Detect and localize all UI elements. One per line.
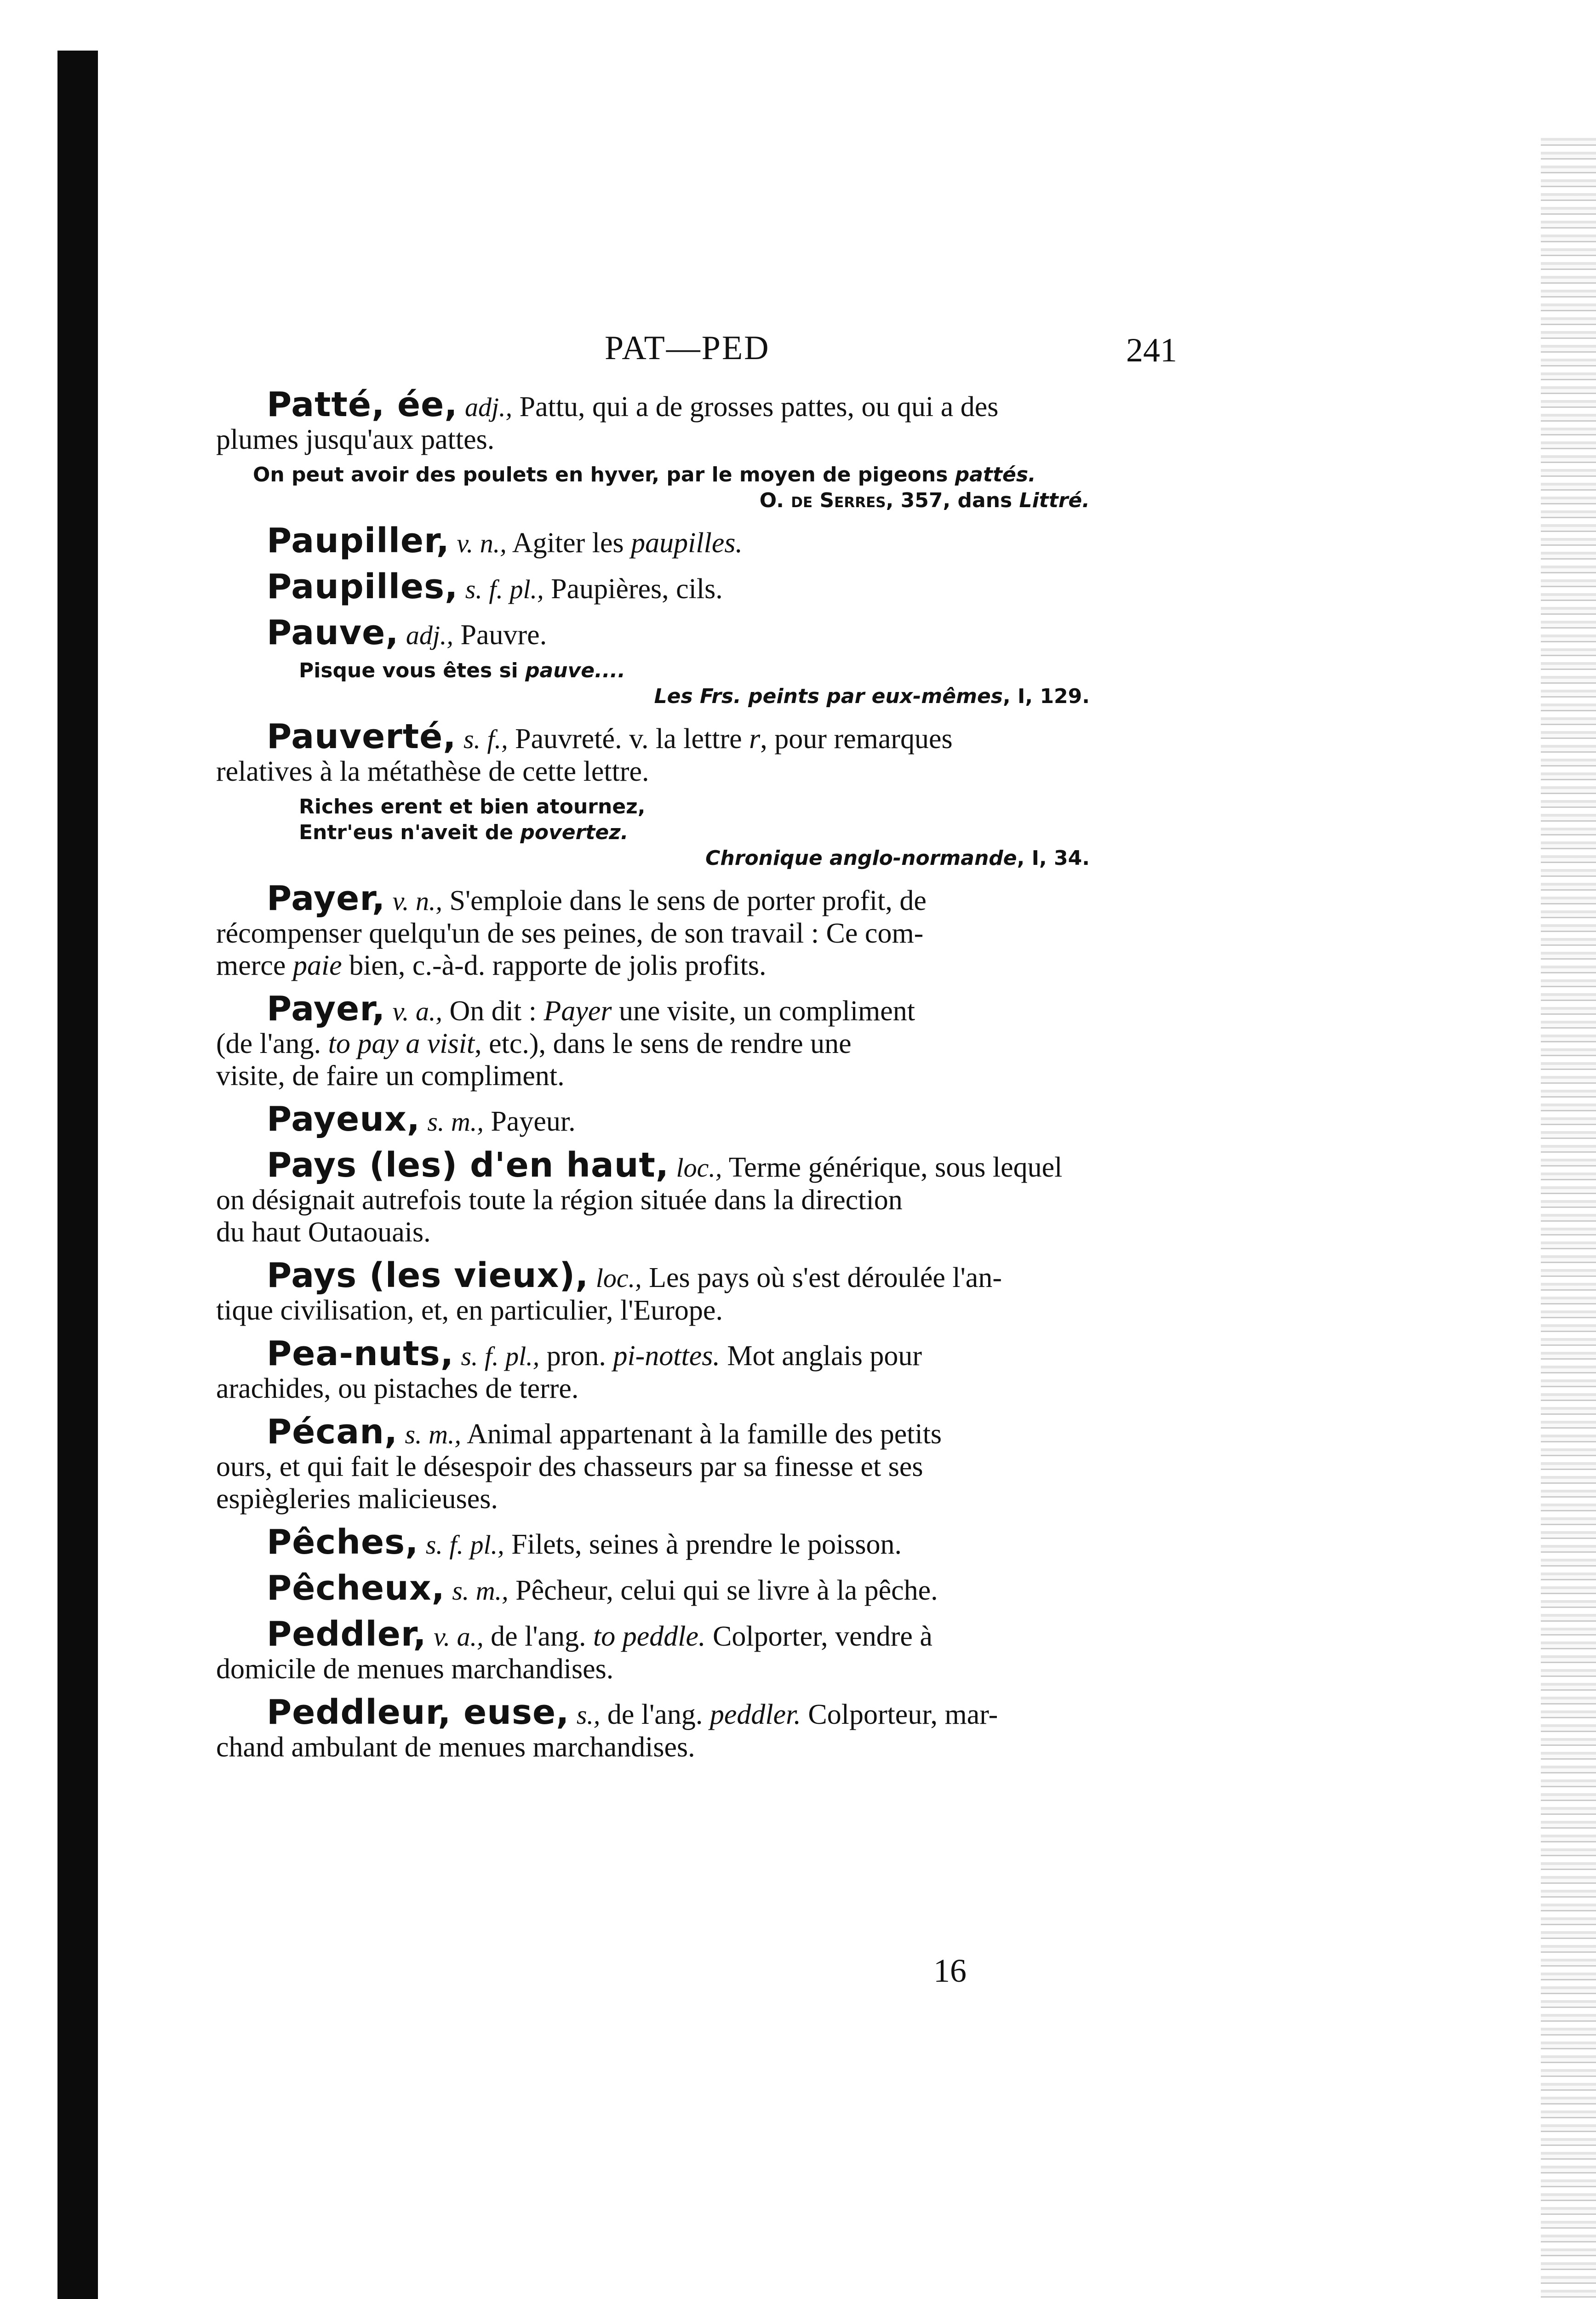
entry-peddleur: Peddleur, euse, s., de l'ang. peddler. Colporteur, mar- chand ambulant de menues marchandises. bbox=[216, 1696, 1154, 1763]
entry-pea-nuts: Pea-nuts, s. f. pl., pron. pi-nottes. Mot anglais pour arachides, ou pistaches de terre. bbox=[216, 1338, 1154, 1405]
grammar-label: loc., bbox=[676, 1153, 722, 1183]
headword: Payeux, bbox=[267, 1099, 420, 1139]
definition-continued: relatives à la métathèse de cette lettre. bbox=[216, 756, 649, 787]
definition-continued: espiègleries malicieuses. bbox=[216, 1483, 498, 1515]
page-number: 241 bbox=[1126, 332, 1177, 369]
headword: Peddleur, euse, bbox=[267, 1693, 570, 1732]
grammar-label: v. n., bbox=[392, 886, 443, 916]
grammar-label: s. m., bbox=[452, 1576, 509, 1606]
definition-continued: récompenser quelqu'un de ses peines, de son travail : Ce com- bbox=[216, 918, 924, 949]
grammar-label: v. a., bbox=[392, 996, 443, 1026]
grammar-label: s. m., bbox=[405, 1419, 461, 1449]
headword: Pays (les vieux), bbox=[267, 1256, 589, 1295]
definition-continued: on désignait autrefois toute la région située dans la direction bbox=[216, 1184, 903, 1216]
entry-pecheux bbox=[216, 1568, 1154, 1608]
citation: Riches erent et bien atournez, Entr'eus n'aveit de povertez. Chronique anglo-normande, I, 34. bbox=[299, 795, 1090, 870]
entry-pays-vieux bbox=[216, 1256, 1154, 1327]
entry-pauve bbox=[216, 613, 1154, 709]
grammar-label: s. f. pl., bbox=[425, 1530, 504, 1560]
grammar-label: loc., bbox=[595, 1263, 642, 1293]
citation: On peut avoir des poulets en hyver, par le moyen de pigeons pattés. O. de Serres, 357, dans Littré. bbox=[253, 463, 1090, 512]
definition: Pêcheur, celui qui se livre à la pêche. bbox=[515, 1575, 938, 1606]
entry-payer-va: Payer, v. a., On dit : Payer une visite, un compliment (de l'ang. to pay a visit, etc.), dans le sens de rendre une visite, de faire un compliment. bbox=[216, 993, 1154, 1092]
definition: Terme générique, sous lequel bbox=[728, 1152, 1063, 1183]
grammar-label: s. f., bbox=[463, 724, 508, 754]
definition-continued: du haut Outaouais. bbox=[216, 1217, 431, 1248]
definition: Pauvreté. v. la lettre bbox=[515, 723, 749, 755]
definition: de l'ang. bbox=[491, 1621, 594, 1652]
grammar-label: v. n., bbox=[457, 528, 507, 558]
entry-paupilles bbox=[216, 567, 1154, 606]
page-edge-shadow bbox=[1541, 138, 1596, 2299]
entry-payer-vn: Payer, v. n., S'emploie dans le sens de porter profit, de récompenser quelqu'un de ses peines, de son travail : Ce com- merce paie bien, c.-à-d. rapporte de jolis profits. bbox=[216, 882, 1154, 982]
definition: S'emploie dans le sens de porter profit, de bbox=[449, 885, 927, 916]
headword: Payer, bbox=[267, 879, 386, 918]
definition: Pattu, qui a de grosses pattes, ou qui a des bbox=[519, 391, 999, 423]
definition: Les pays où s'est déroulée l'an- bbox=[649, 1262, 1002, 1293]
definition: Pauvre. bbox=[460, 619, 547, 651]
definition: de l'ang. bbox=[607, 1699, 710, 1730]
headword: Paupilles, bbox=[267, 567, 458, 606]
running-head: PAT—PED bbox=[605, 329, 770, 367]
definition-continued: plumes jusqu'aux pattes. bbox=[216, 424, 495, 455]
citation: Pisque vous êtes si pauve.... Les Frs. peints par eux-mêmes, I, 129. bbox=[299, 659, 1090, 708]
definition: Payeur. bbox=[491, 1106, 576, 1137]
entry-peddler: Peddler, v. a., de l'ang. to peddle. Colporter, vendre à domicile de menues marchandises. bbox=[216, 1618, 1154, 1685]
definition-continued: domicile de menues marchandises. bbox=[216, 1653, 614, 1685]
definition-continued: arachides, ou pistaches de terre. bbox=[216, 1373, 579, 1404]
grammar-label: s., bbox=[576, 1700, 601, 1730]
headword: Pays (les) d'en haut, bbox=[267, 1145, 669, 1185]
dictionary-body bbox=[216, 385, 1154, 1774]
definition: Agiter les bbox=[512, 527, 631, 559]
grammar-label: s. m., bbox=[427, 1107, 484, 1137]
headword: Pauve, bbox=[267, 613, 399, 652]
headword: Pécan, bbox=[267, 1412, 398, 1452]
definition-continued: visite, de faire un compliment. bbox=[216, 1060, 565, 1092]
entry-peches bbox=[216, 1522, 1154, 1562]
headword: Payer, bbox=[267, 989, 386, 1029]
definition-continued: tique civilisation, et, en particulier, l'Europe. bbox=[216, 1295, 723, 1326]
definition: pron. bbox=[546, 1340, 613, 1372]
binding-shadow bbox=[57, 51, 98, 2299]
definition: Filets, seines à prendre le poisson. bbox=[511, 1529, 902, 1560]
headword: Pea-nuts, bbox=[267, 1334, 454, 1373]
signature-mark: 16 bbox=[933, 1952, 967, 1989]
headword: Paupiller, bbox=[267, 521, 450, 560]
grammar-label: adj., bbox=[464, 392, 513, 422]
entry-pays-d-en-haut bbox=[216, 1145, 1154, 1248]
entry-paupiller: Paupiller, v. n., Agiter les paupilles. bbox=[267, 521, 743, 560]
entry-pecan bbox=[216, 1412, 1154, 1515]
grammar-label: s. f. pl., bbox=[465, 574, 544, 604]
headword: Pêches, bbox=[267, 1522, 419, 1562]
definition: Animal appartenant à la famille des petits bbox=[467, 1418, 942, 1450]
grammar-label: v. a., bbox=[434, 1622, 484, 1652]
entry-payeux bbox=[216, 1099, 1154, 1139]
entry-patte bbox=[216, 385, 1154, 514]
definition: On dit : bbox=[449, 995, 544, 1027]
definition-continued: chand ambulant de menues marchandises. bbox=[216, 1732, 695, 1763]
definition-continued: ours, et qui fait le désespoir des chasseurs par sa finesse et ses bbox=[216, 1451, 923, 1482]
headword: Pêcheux, bbox=[267, 1568, 445, 1608]
page-header bbox=[257, 329, 1177, 384]
entry-pauverte: Pauverté, s. f., Pauvreté. v. la lettre r, pour remarques relatives à la métathèse de cette lettre. Riches erent et bien atournez, Entr'eus n'aveit de povertez. Chronique anglo-normande, I, 34. bbox=[216, 721, 1154, 871]
definition: Paupières, cils. bbox=[551, 573, 723, 605]
headword: Pauverté, bbox=[267, 717, 457, 756]
headword: Peddler, bbox=[267, 1614, 427, 1654]
headword: Patté, ée, bbox=[267, 385, 458, 424]
grammar-label: adj., bbox=[406, 620, 454, 650]
grammar-label: s. f. pl., bbox=[461, 1341, 540, 1371]
